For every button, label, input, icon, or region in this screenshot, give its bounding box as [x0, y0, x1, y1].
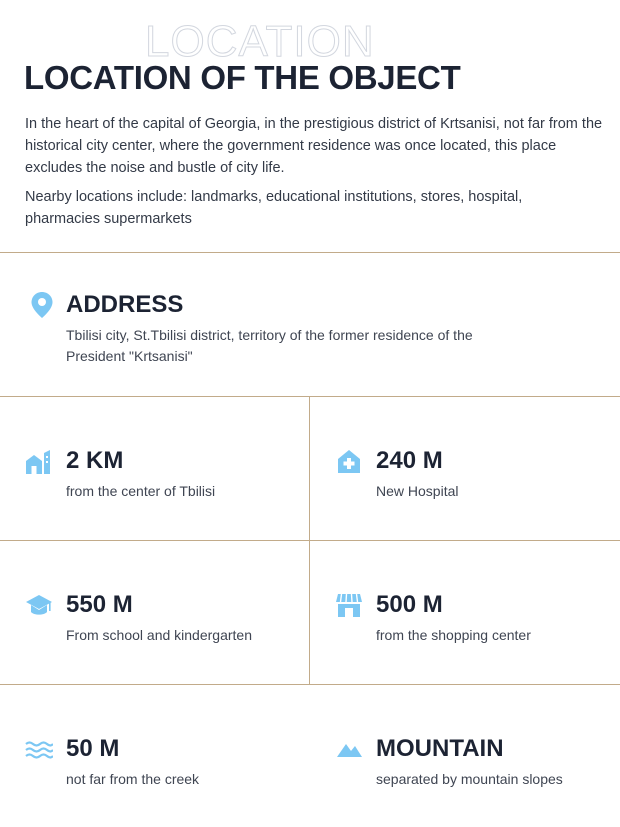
stat-label: From school and kindergarten [66, 627, 252, 643]
stat-value: MOUNTAIN [376, 735, 504, 762]
stat-value: 550 M [66, 591, 133, 618]
address-heading: ADDRESS [66, 291, 184, 318]
store-icon [335, 591, 363, 619]
address-text: Tbilisi city, St.Tbilisi district, territory of the former residence of the President "Krtsanisi" [66, 327, 473, 364]
stat-label: from the shopping center [376, 627, 531, 643]
divider [0, 540, 620, 541]
divider [0, 252, 620, 253]
intro-paragraph: In the heart of the capital of Georgia, in the prestigious district of Krtsanisi, not far from the historical city center, where the government residence was once located, this place excludes the noise and bustle of city life. [25, 116, 603, 176]
city-buildings-icon [25, 447, 53, 475]
stat-label: not far from the creek [66, 771, 200, 787]
map-pin-icon [29, 291, 57, 319]
stat-label: from the center of Tbilisi [66, 483, 216, 499]
page-title: LOCATION OF THE OBJECT [24, 59, 461, 96]
stat-label: separated by mountain slopes [376, 771, 563, 787]
hospital-icon [335, 447, 363, 475]
divider [0, 396, 620, 397]
stat-value: 500 M [376, 591, 443, 618]
mountain-icon [335, 735, 363, 763]
divider [0, 684, 620, 685]
stat-value: 2 KM [66, 447, 124, 474]
graduation-cap-icon [25, 591, 53, 619]
section-watermark: LOCATION [145, 17, 375, 66]
nearby-paragraph: Nearby locations include: landmarks, educational institutions, stores, hospital, pharmacies supermarkets [25, 189, 523, 227]
stat-value: 240 M [376, 447, 443, 474]
waves-icon [25, 735, 53, 763]
stat-label: New Hospital [376, 483, 459, 499]
stat-value: 50 M [66, 735, 120, 762]
